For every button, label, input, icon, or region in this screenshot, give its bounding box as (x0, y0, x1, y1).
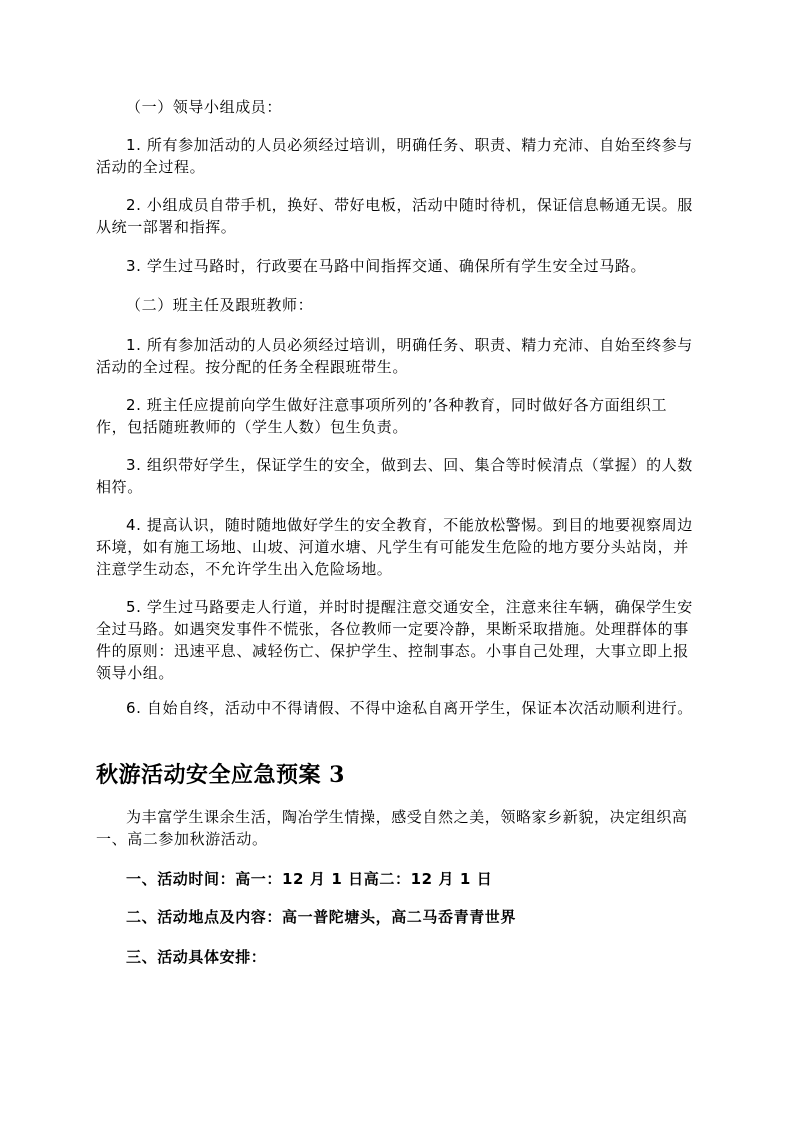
section-leader-group-title: （一）领导小组成员： (126, 98, 283, 116)
activity-time-item: 一、活动时间：高一：12 月 1 日高二：12 月 1 日 (126, 870, 493, 888)
paragraph-leader-item-2: 2. 小组成员自带手机，换好、带好电板，活动中随时待机，保证信息畅通无误。服从统一部署和指挥。 (96, 196, 693, 236)
paragraph-leader-item-1: 1. 所有参加活动的人员必须经过培训，明确任务、职责、精力充沛、自始至终参与活动的全过程。 (96, 136, 693, 176)
section-teacher-title: （二）班主任及跟班教师： (126, 296, 314, 314)
section-heading: 秋游活动安全应急预案 3 (96, 762, 345, 788)
activity-schedule-item: 三、活动具体安排： (126, 948, 267, 966)
paragraph-teacher-item-6: 6. 自始自终，活动中不得请假、不得中途私自离开学生，保证本次活动顺利进行。 (126, 699, 693, 717)
paragraph-teacher-item-1: 1. 所有参加活动的人员必须经过培训，明确任务、职责、精力充沛、自始至终参与活动的全过程。按分配的任务全程跟班带生。 (96, 336, 693, 376)
paragraph-teacher-item-5: 5. 学生过马路要走人行道，并时时提醒注意交通安全，注意来往车辆，确保学生安全过马路。如遇突发事件不慌张，各位教师一定要冷静，果断采取措施。处理群体的事件的原则：迅速平息、减轻伤亡、保护学生、控制事态。小事自己处理，大事立即上报领导小组。 (96, 598, 693, 682)
paragraph-teacher-item-4: 4. 提高认识，随时随地做好学生的安全教育，不能放松警惕。到目的地要视察周边环境，如有施工场地、山坡、河道水塘、凡学生有可能发生危险的地方要分头站岗，并注意学生动态，不允许学生出入危险场地。 (96, 516, 693, 578)
paragraph-teacher-item-3: 3. 组织带好学生，保证学生的安全，做到去、回、集合等时候清点（掌握）的人数相符。 (96, 456, 693, 496)
activity-location-item: 二、活动地点及内容：高一普陀塘头，高二马岙青青世界 (126, 908, 517, 926)
intro-paragraph: 为丰富学生课余生活，陶冶学生情操，感受自然之美，领略家乡新貌，决定组织高一、高二参加秋游活动。 (96, 808, 688, 848)
paragraph-teacher-item-2: 2. 班主任应提前向学生做好注意事项所列的’各种教育，同时做好各方面组织工作，包括随班教师的（学生人数）包生负责。 (96, 396, 668, 436)
paragraph-leader-item-3: 3. 学生过马路时，行政要在马路中间指挥交通、确保所有学生安全过马路。 (126, 257, 647, 275)
